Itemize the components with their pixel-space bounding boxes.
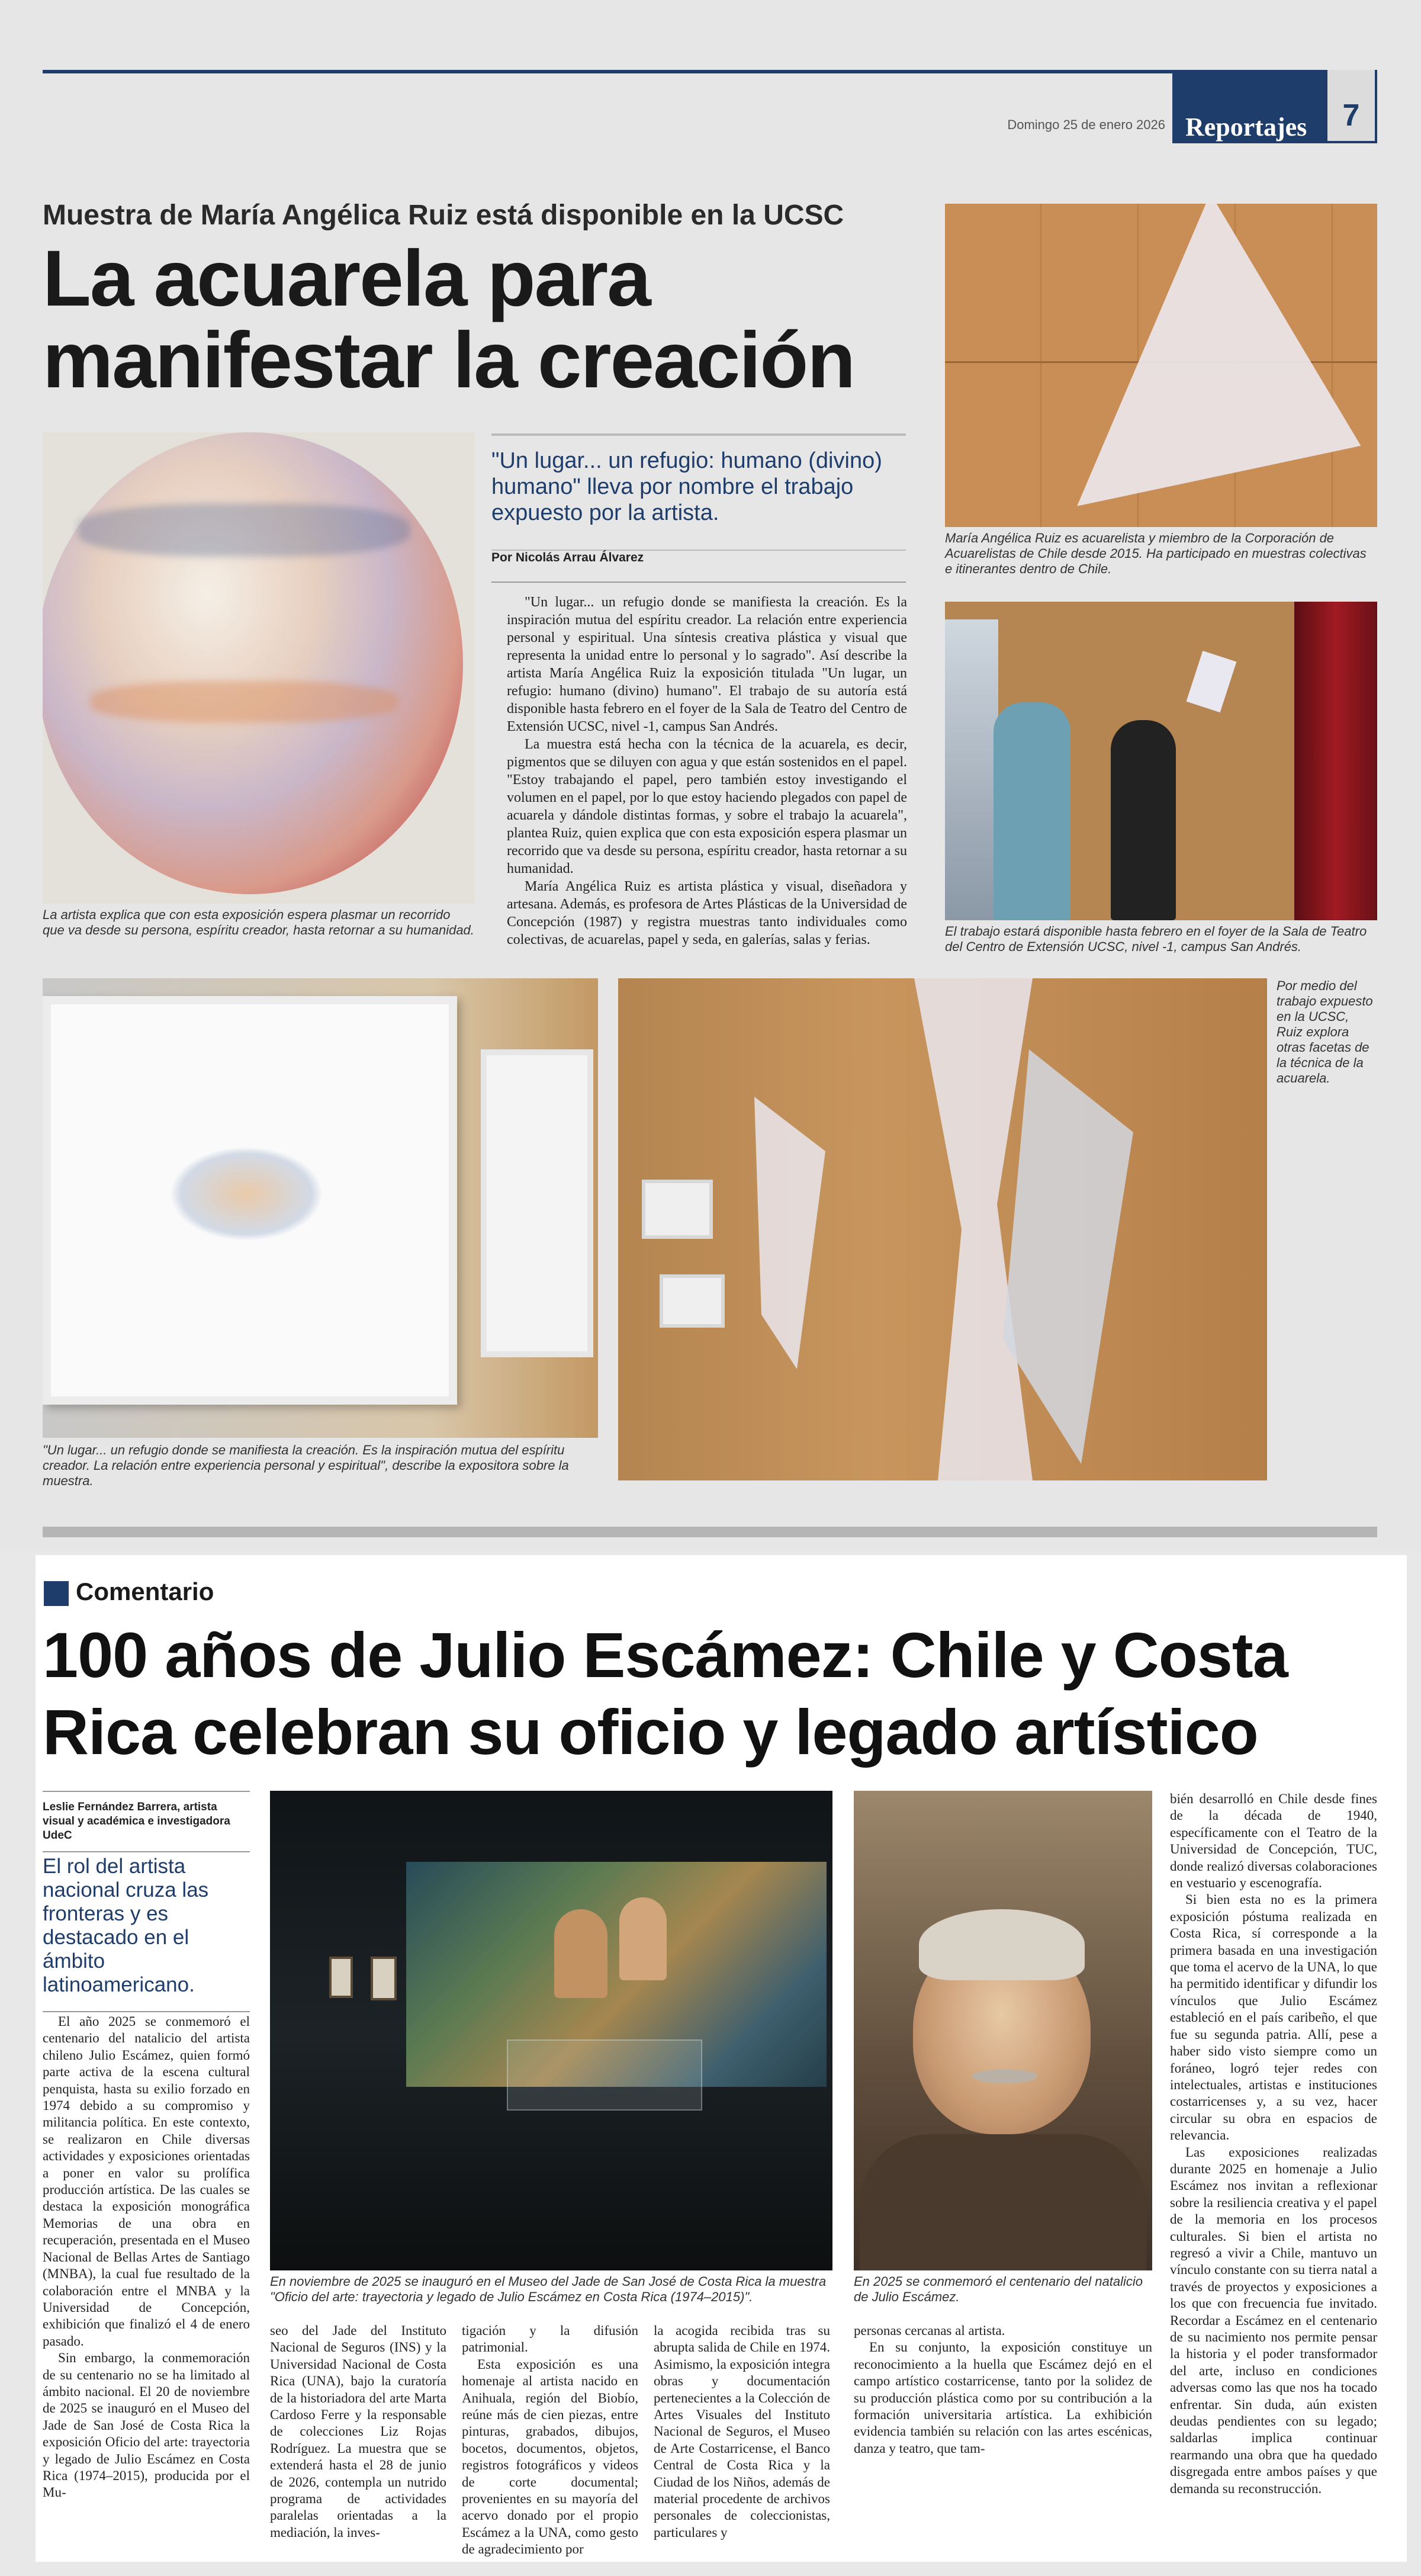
article2-column-4 [654,2323,830,2541]
article1-headline: La acuarela para manifestar la creación [43,235,855,404]
article2-paragraph: seo del Jade del Instituto Nacional de Seguros (INS) y la Universidad Nacional de Costa Rica (UNA), bajo la curatoría de la historiadora del arte Marta Cardoso Ferre y la responsable de colecciones Liz Rojas Rodríguez. La muestra que se extenderá hasta el 28 de junio de 2026, contempla un nutrido programa de actividades paralelas orientadas a la mediación, la inves- [270,2323,446,2540]
museum-exhibition-photo [270,1791,832,2270]
article2-paragraph: bién desarrolló en Chile desde fines de la década de 1940, específicamente con el Teatro de la Universidad de Concepción, TUC, donde realizó diversas colaboraciones en vestuario y escenografía. [1170,1791,1377,1891]
article2-column-3 [462,2323,638,2558]
article2-headline: 100 años de Julio Escámez: Chile y Costa Rica celebran su oficio y legado artístico [43,1619,1288,1768]
article2-column-5 [854,2323,1152,2457]
article2-paragraph: Sin embargo, la conmemoración de su centenario no se ha limitado al ámbito nacional. El 20 de noviembre de 2025 se inauguró en el Museo del Jade de San José de Costa Rica la exposición Oficio del arte: trayectoria y legado de Julio Escámez en Costa Rica (1974–2015), producida por el Mu- [43,2350,250,2500]
dateline: Domingo 25 de enero 2026 [1007,117,1165,132]
circular-watercolor-photo [43,432,475,904]
article2-paragraph: la acogida recibida tras su abrupta salida de Chile en 1974. Asimismo, la exposición integra obras y documentación pertenecientes a la Colección de Artes Visuales del Instituto Nacional de Seguros, el Museo de Arte Costarricense, el Banco Central de Costa Rica y la Ciudad de los Niños, además de material procedente de archivos personales de coleccionistas, particulares y [654,2323,830,2540]
paper-sculpture-photo [618,978,1267,1480]
caption-portrait: En 2025 se conmemoró el centenario del natalicio de Julio Escámez. [854,2274,1143,2304]
article2-paragraph: personas cercanas al artista. [854,2323,1005,2338]
article1-kicker: Muestra de María Angélica Ruiz está disponible en la UCSC [43,200,844,231]
article1-body [507,593,907,949]
article1-byline: Por Nicolás Arrau Álvarez [491,551,644,564]
article2-paragraph: En su conjunto, la exposición constituye un reconocimiento a la huella que Escámez dejó en el campo artístico costarricense, tanto por la solidez de su producción plástica como por su contribución a la formación universitaria artística. La exhibición evidencia también su relación con las artes escénicas, danza y teatro, que tam- [854,2340,1152,2456]
page-number: 7 [1325,70,1377,143]
article1-paragraph: "Un lugar... un refugio donde se manifiesta la creación. Es la inspiración mutua del espíritu creador. La relación entre experiencia personal y espiritual. Una síntesis creativa plástica y visual que representa la unidad entre lo personal y lo sagrado". Así describe la artista María Angélica Ruiz la exposición titulada "Un lugar, un refugio: humano (divino) humano". El trabajo de su autoría está disponible hasta febrero en el foyer de la Sala de Teatro del Centro de Extensión UCSC, nivel -1, campus San Andrés. [507,595,907,734]
section-tab: Reportajes [1172,70,1325,143]
framed-works-photo [43,978,598,1438]
julio-escamez-portrait [854,1791,1152,2270]
article2-pullquote: El rol del artista nacional cruza las fronteras y es destacado en el ámbito latinoamericano. [43,1855,250,2012]
caption-fan: María Angélica Ruiz es acuarelista y miembro de la Corporación de Acuarelistas de Chile desde 2015. Ha participado en muestras colectivas e itinerantes dentro de Chile. [945,531,1367,576]
folded-watercolor-photo [945,204,1377,527]
article2-paragraph: tigación y la difusión patrimonial. [462,2323,638,2355]
caption-hang: El trabajo estará disponible hasta febrero en el foyer de la Sala de Teatro del Centro de Extensión UCSC, nivel -1, campus San Andrés. [945,924,1367,954]
article2-paragraph: Las exposiciones realizadas durante 2025 en homenaje a Julio Escámez nos invitan a reflexionar sobre la resiliencia creativa y el papel de la memoria en los procesos culturales. Si bien el artista no regresó a vivir a Chile, mantuvo un vínculo constante con su tierra natal a través de proyectos y exposiciones a los que con frecuencia fue invitado. Recordar a Escámez en el centenario de su nacimiento nos permite pensar la historia y el poder transformador del arte, incluso en condiciones adversas como las que nos ha tocado enfrentar. Sin duda, aún existen deudas pendientes con su legado; saldarlas implica continuar rearmando una obra que ha quedado disgregada entre ambos países y que demanda su reconstrucción. [1170,2144,1377,2496]
article2-paragraph: El año 2025 se conmemoró el centenario del natalicio del artista chileno Julio Escámez, quien formó parte activa de la escena cultural penquista, hasta su exilio forzado en 1974 debido a su compromiso y militancia política. En este contexto, se realizaron en Chile diversas actividades y exposiciones orientadas a poner en valor su prolífica producción artística. De las cuales se destaca la exposición monográfica Memorias de una obra en recuperación, presentada en el Museo Nacional de Bellas Artes de Santiago (MNBA), la cual fue resultado de la colaboración entre el MNBA y la Universidad de Concepción, exhibición que finalizó el 4 de enero pasado. [43,2014,250,2349]
caption-circle: La artista explica que con esta exposición espera plasmar un recorrido que va desde su persona, espíritu creador, hasta retornar a su humanidad. [43,907,474,937]
article2-paragraph: Si bien esta no es la primera exposición póstuma realizada en Costa Rica, sí corresponde a la primera basada en una investigación que toma el acervo de la UNA, lo que ha permitido identificar y difundir los vínculos que Julio Escámez estableció en el país caribeño, el que fue su segunda patria. Allí, pese a haber sido visto siempre como un foráneo, logró tejer redes con intelectuales, artistas e instituciones costarricenses y, a su vez, hacer circular su obra en espacios de relevancia. [1170,1892,1377,2143]
article1-paragraph: María Angélica Ruiz es artista plástica y visual, diseñadora y artesana. Además, es profesora de Artes Plásticas de la Universidad de Concepción (1987) y registra muestras tanto individuales como colectivas, de acuarelas, papel y seda, en galerías, salas y ferias. [507,879,907,947]
article2-byline: Leslie Fernández Barrera, artista visual y académica e investigadora UdeC [43,1791,250,1852]
article2-column-2 [270,2323,446,2541]
section-marker-icon [44,1581,69,1606]
caption-folds: Por medio del trabajo expuesto en la UCSC, Ruiz explora otras facetas de la técnica de la acuarela. [1277,978,1373,1085]
caption-frames: "Un lugar... un refugio donde se manifiesta la creación. Es la inspiración mutua del espíritu creador. La relación entre experiencia personal y espiritual", describe la expositora sobre la muestra. [43,1443,569,1488]
installation-photo [945,602,1377,920]
byline-rule [491,582,906,583]
article1-pullquote: "Un lugar... un refugio: humano (divino) humano" lleva por nombre el trabajo expuesto por la artista. [491,433,906,551]
article2-column-6 [1170,1791,1377,2497]
comentario-label: Comentario [76,1578,214,1605]
article1-paragraph: La muestra está hecha con la técnica de la acuarela, es decir, pigmentos que se diluyen con agua y que están sostenidos en el papel. "Estoy trabajando el papel, pero también estoy investigando el volumen en el papel, por lo que estoy haciendo plegados con papel de acuarela y dándole distintas formas, y sobre el trabajo la acuarela", plantea Ruiz, quien explica que con esta exposición espera plasmar un recorrido que va desde su persona, espíritu creador, hasta retornar a su humanidad. [507,737,907,876]
section-divider [43,1527,1377,1537]
caption-museum: En noviembre de 2025 se inauguró en el Museo del Jade de San José de Costa Rica la muestra "Oficio del arte: trayectoria y legado de Julio Escámez en Costa Rica (1974–2015)". [270,2274,827,2304]
article2-paragraph: Esta exposición es una homenaje al artista nacido en Anihuala, región del Biobío, reúne más de cien piezas, entre pinturas, grabados, dibujos, bocetos, documentos, objetos, registros fotográficos y videos de corte documental; provenientes en su mayoría del acervo donado por el propio Escámez a la UNA, como gesto de agradecimiento por [462,2356,638,2557]
article2-column-1 [43,2013,250,2501]
